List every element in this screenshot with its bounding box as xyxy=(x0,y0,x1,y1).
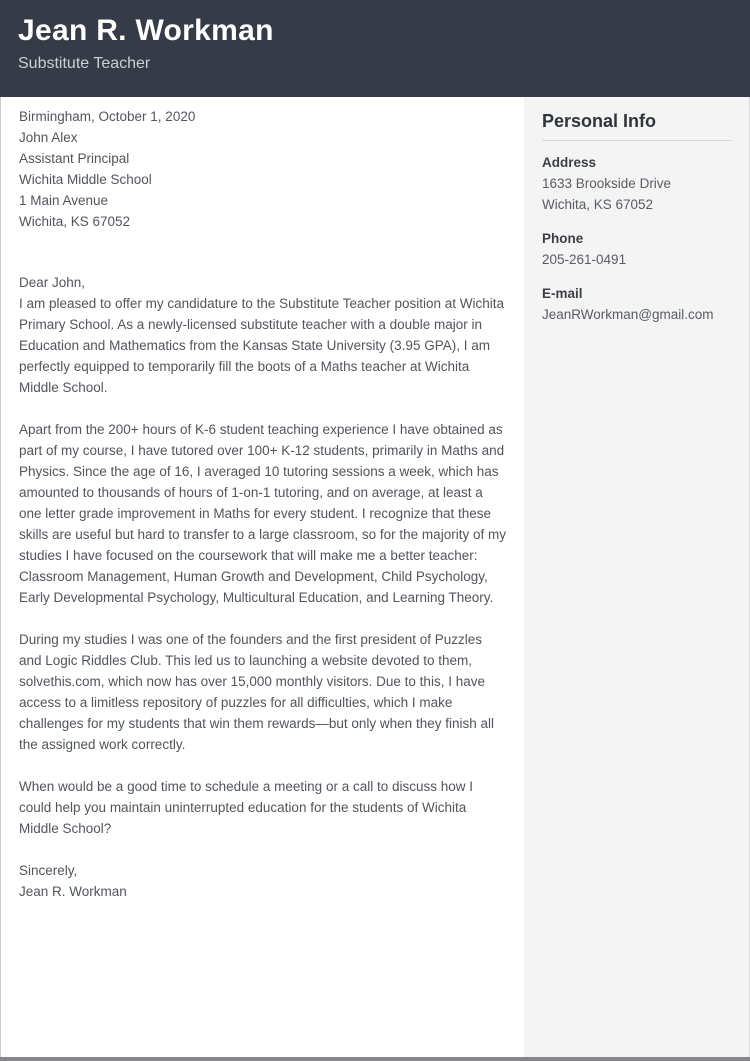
contact-label: E-mail xyxy=(542,286,583,301)
contact-label: Address xyxy=(542,155,597,170)
recipient-line: 1 Main Avenue xyxy=(19,193,109,208)
contact-group-email xyxy=(542,283,731,325)
letter-body xyxy=(1,97,524,1057)
job-title: Substitute Teacher xyxy=(18,55,151,72)
recipient-line: John Alex xyxy=(19,130,78,145)
recipient-line: Wichita Middle School xyxy=(19,172,152,187)
contact-label: Phone xyxy=(542,231,584,246)
sidebar-divider xyxy=(542,140,731,141)
personal-info-sidebar xyxy=(524,97,749,1057)
body-paragraph-4: When would be a good time to schedule a meeting or a call to discuss how I could help you maintain uninterrupted education for the students of Wichita Middle School? xyxy=(19,779,474,836)
recipient-block xyxy=(19,127,506,232)
closing: Sincerely, xyxy=(19,863,78,878)
recipient-line: Assistant Principal xyxy=(19,151,130,166)
body-paragraph-2: Apart from the 200+ hours of K-6 student teaching experience I have obtained as part of my course, I have tutored over 100+ K-12 students, primarily in Maths and Physics. Since the age of 16, I averaged 10 tutoring sessions a week, which has amounted to thousands of hours of 1-on-1 tutoring, and on average, at least a one letter grade improvement in Maths for every student. I recognize that these skills are useful but hard to transfer to a large classroom, so for the majority of my studies I have focused on the coursework that will make me a better teacher: Classroom Management, Human Growth and Development, Child Psychology, Early Developmental Psychology, Multicultural Education, and Learning Theory. xyxy=(19,422,506,605)
salutation: Dear John, xyxy=(19,275,86,290)
signature: Jean R. Workman xyxy=(19,884,127,899)
page-header xyxy=(0,0,750,97)
body-paragraph-1: I am pleased to offer my candidature to the Substitute Teacher position at Wichita Primary School. As a newly-licensed substitute teacher with a double major in Education and Mathematics from the Kansas State University (3.95 GPA), I am perfectly equipped to temporarily fill the boots of a Maths teacher at Wichita Middle School. xyxy=(19,296,505,395)
page-content xyxy=(0,97,750,1057)
recipient-line: Wichita, KS 67052 xyxy=(19,214,131,229)
contact-value: 1633 Brookside Drive xyxy=(542,176,672,191)
page-bottom-edge xyxy=(0,1057,750,1061)
sidebar-title: Personal Info xyxy=(542,111,657,131)
contact-value: Wichita, KS 67052 xyxy=(542,197,654,212)
body-paragraph-3: During my studies I was one of the founders and the first president of Puzzles and Logic Riddles Club. This led us to launching a website devoted to them, solvethis.com, which now has over 15,000 monthly visitors. Due to this, I have access to a limitless repository of puzzles for all difficulties, which I make challenges for my students that win them rewards—but only when they finish all the assigned work correctly. xyxy=(19,632,494,752)
contact-value: 205-261-0491 xyxy=(542,252,627,267)
date-line: Birmingham, October 1, 2020 xyxy=(19,109,196,124)
contact-group-phone xyxy=(542,228,731,270)
contact-value: JeanRWorkman@gmail.com xyxy=(542,307,714,322)
contact-group-address xyxy=(542,152,731,215)
person-name: Jean R. Workman xyxy=(18,14,274,47)
